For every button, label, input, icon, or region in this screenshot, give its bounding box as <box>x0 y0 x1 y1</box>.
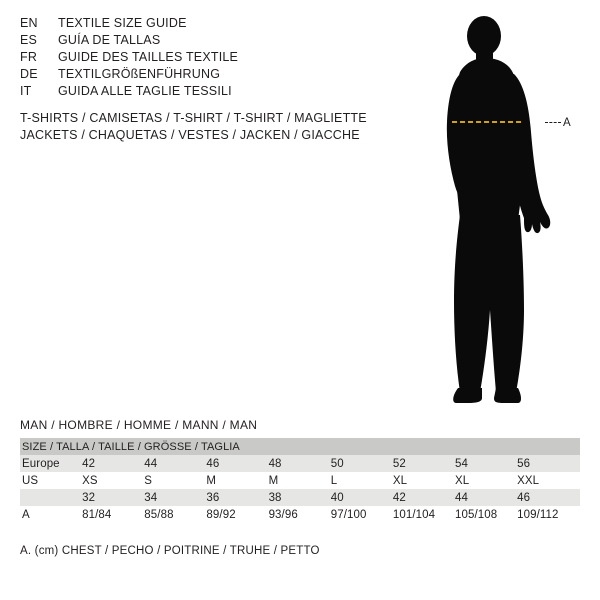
row-cell: L <box>331 472 393 489</box>
language-code: ES <box>20 33 38 47</box>
language-row <box>20 16 380 33</box>
row-cell: S <box>144 472 206 489</box>
language-code: IT <box>20 84 32 98</box>
row-cell: 44 <box>144 455 206 472</box>
row-label: A <box>20 506 82 523</box>
category-jackets: JACKETS / CHAQUETAS / VESTES / JACKEN / GIACCHE <box>20 128 360 142</box>
row-cell: M <box>269 472 331 489</box>
size-table <box>20 438 580 523</box>
row-label <box>20 489 82 506</box>
row-cell: M <box>206 472 268 489</box>
language-row <box>20 67 380 84</box>
row-cell: 32 <box>82 489 144 506</box>
row-cell: 34 <box>144 489 206 506</box>
category-list <box>20 110 450 144</box>
language-text: GUIDA ALLE TAGLIE TESSILI <box>58 84 232 98</box>
row-cell: 52 <box>393 455 455 472</box>
row-cell: 97/100 <box>331 506 393 523</box>
row-cell: 42 <box>393 489 455 506</box>
table-row <box>20 455 580 472</box>
size-table-area <box>20 418 580 523</box>
row-cell: 101/104 <box>393 506 455 523</box>
language-row <box>20 50 380 67</box>
row-cell: 93/96 <box>269 506 331 523</box>
table-row <box>20 472 580 489</box>
table-row <box>20 489 580 506</box>
row-label: Europe <box>20 455 82 472</box>
table-group-title: MAN / HOMBRE / HOMME / MANN / MAN <box>20 418 258 432</box>
row-cell: XXL <box>517 472 580 489</box>
row-cell: 36 <box>206 489 268 506</box>
footnote-chest-measure: A. (cm) CHEST / PECHO / POITRINE / TRUHE / PETTO <box>20 545 320 557</box>
silhouette-icon <box>400 10 600 410</box>
row-cell: 38 <box>269 489 331 506</box>
language-row <box>20 33 380 50</box>
row-cell: 46 <box>206 455 268 472</box>
row-cell: 54 <box>455 455 517 472</box>
language-text: TEXTILE SIZE GUIDE <box>58 16 187 30</box>
row-cell: 46 <box>517 489 580 506</box>
language-text: TEXTILGRÖßENFÜHRUNG <box>58 67 221 81</box>
table-header-row <box>20 438 580 455</box>
row-cell: XL <box>455 472 517 489</box>
row-cell: 40 <box>331 489 393 506</box>
male-silhouette-figure <box>400 10 600 410</box>
language-code: DE <box>20 67 38 81</box>
row-cell: 48 <box>269 455 331 472</box>
language-code: FR <box>20 50 38 64</box>
measure-leader-line <box>545 122 561 124</box>
category-tshirts: T-SHIRTS / CAMISETAS / T-SHIRT / T-SHIRT / MAGLIETTE <box>20 111 367 125</box>
row-cell: 56 <box>517 455 580 472</box>
row-cell: 50 <box>331 455 393 472</box>
row-label: US <box>20 472 82 489</box>
row-cell: XS <box>82 472 144 489</box>
language-text: GUÍA DE TALLAS <box>58 33 161 47</box>
row-cell: 81/84 <box>82 506 144 523</box>
row-cell: 89/92 <box>206 506 268 523</box>
row-cell: 85/88 <box>144 506 206 523</box>
language-list <box>20 16 380 101</box>
language-code: EN <box>20 16 38 30</box>
language-text: GUIDE DES TAILLES TEXTILE <box>58 50 239 64</box>
row-cell: 42 <box>82 455 144 472</box>
row-cell: 105/108 <box>455 506 517 523</box>
table-row <box>20 506 580 523</box>
row-cell: 109/112 <box>517 506 580 523</box>
row-cell: 44 <box>455 489 517 506</box>
table-header-label: SIZE / TALLA / TAILLE / GRÖSSE / TAGLIA <box>20 438 580 455</box>
row-cell: XL <box>393 472 455 489</box>
measure-label-a: A <box>563 117 572 129</box>
language-row <box>20 84 380 101</box>
